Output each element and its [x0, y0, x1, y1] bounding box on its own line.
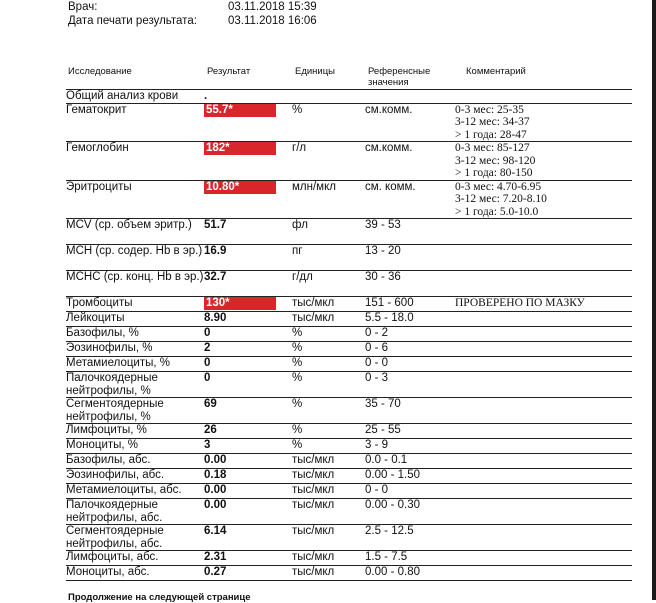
header-reference	[368, 66, 430, 88]
table-row	[66, 484, 632, 499]
units-cell: тыс/мкл	[292, 297, 365, 312]
result-cell	[204, 103, 292, 142]
units-cell	[292, 90, 365, 103]
comment-line: 0-3 мес: 4.70-6.95	[455, 180, 542, 193]
reference-cell: 2.5 - 12.5	[365, 525, 455, 551]
comment-line: ПРОВЕРЕНО ПО МАЗКУ	[455, 297, 585, 309]
units-cell: %	[292, 372, 365, 398]
test-name-cell: Моноциты, абс.	[66, 566, 204, 581]
table-row	[66, 469, 632, 484]
result-cell: 0	[204, 372, 292, 398]
units-cell: тыс/мкл	[292, 551, 365, 566]
table-row	[66, 103, 632, 142]
test-name-cell: Сегментоядерные нейтрофилы, абс.	[66, 525, 204, 551]
result-cell: .	[204, 90, 292, 103]
reference-cell: 0.00 - 0.80	[365, 566, 455, 581]
units-cell: тыс/мкл	[292, 484, 365, 499]
comment-cell	[455, 551, 632, 566]
result-cell: 8.90	[204, 312, 292, 327]
reference-cell: 0 - 0	[365, 357, 455, 372]
comment-line: > 1 года: 80-150	[455, 167, 533, 179]
units-cell: тыс/мкл	[292, 312, 365, 327]
comment-cell	[455, 90, 632, 103]
comment-line: 0-3 мес: 85-127	[455, 142, 530, 154]
units-cell: %	[292, 327, 365, 342]
result-cell: 0.00	[204, 454, 292, 469]
print-date-label: Дата печати результата:	[68, 15, 197, 27]
print-date-value: 03.11.2018 16:06	[228, 15, 317, 27]
reference-cell: 0.00 - 0.30	[365, 499, 455, 525]
doctor-row	[68, 1, 317, 13]
units-cell: %	[292, 357, 365, 372]
table-row	[66, 454, 632, 469]
result-cell: 0.18	[204, 469, 292, 484]
test-name-cell: MCHC (ср. конц. Hb в эр.)	[66, 271, 204, 297]
reference-cell: 0.00 - 1.50	[365, 469, 455, 484]
test-name-cell: Эритроциты	[66, 180, 204, 219]
comment-cell	[455, 454, 632, 469]
table-row	[66, 312, 632, 327]
result-cell: 69	[204, 398, 292, 424]
result-cell: 0.00	[204, 484, 292, 499]
results-table-body	[66, 90, 632, 581]
test-name-cell: MCH (ср. содер. Hb в эр.)	[66, 245, 204, 271]
table-row	[66, 439, 632, 454]
units-cell: %	[292, 398, 365, 424]
table-row	[66, 424, 632, 439]
header-units: Единицы	[295, 66, 336, 77]
comment-cell	[455, 219, 632, 245]
comment-cell	[455, 271, 632, 297]
table-row	[66, 271, 632, 297]
test-name-cell: Общий анализ крови	[66, 90, 204, 103]
header-test: Исследование	[68, 66, 132, 77]
table-row	[66, 180, 632, 219]
test-name-cell: MCV (ср. объем эритр.)	[66, 219, 204, 245]
comment-cell	[455, 180, 632, 219]
comment-cell	[455, 566, 632, 581]
table-row	[66, 327, 632, 342]
result-cell: 0	[204, 357, 292, 372]
reference-cell: 0 - 0	[365, 484, 455, 499]
test-name-cell: Палочкоядерные нейтрофилы, %	[66, 372, 204, 398]
result-cell	[204, 297, 292, 312]
comment-line: 0-3 мес: 25-35	[455, 103, 524, 116]
test-name-cell: Эозинофилы, абс.	[66, 469, 204, 484]
comment-cell	[455, 297, 632, 312]
test-name-cell: Лимфоциты, %	[66, 424, 204, 439]
reference-cell: 35 - 70	[365, 398, 455, 424]
comment-line: 3-12 мес: 34-37	[455, 116, 530, 128]
reference-cell: 3 - 9	[365, 439, 455, 454]
reference-cell: 13 - 20	[365, 245, 455, 271]
comment-line: 3-12 мес: 7.20-8.10	[455, 193, 547, 205]
comment-line: > 1 года: 5.0-10.0	[455, 205, 539, 218]
table-row	[66, 245, 632, 271]
results-table	[66, 90, 632, 581]
test-name-cell: Моноциты, %	[66, 439, 204, 454]
reference-cell: 0 - 2	[365, 327, 455, 342]
page-edge-shadow	[652, 0, 656, 600]
reference-cell: 30 - 36	[365, 271, 455, 297]
test-name-cell: Гемоглобин	[66, 142, 204, 181]
test-name-cell: Базофилы, абс.	[66, 454, 204, 469]
test-name-cell: Лимфоциты, абс.	[66, 551, 204, 566]
table-row	[66, 219, 632, 245]
result-cell: 6.14	[204, 525, 292, 551]
result-cell: 26	[204, 424, 292, 439]
reference-cell: 0 - 6	[365, 342, 455, 357]
table-row	[66, 398, 632, 424]
doctor-value: 03.11.2018 15:39	[228, 1, 317, 13]
result-cell: 0	[204, 327, 292, 342]
comment-cell	[455, 484, 632, 499]
table-row	[66, 342, 632, 357]
units-cell: %	[292, 424, 365, 439]
reference-cell: см.комм.	[365, 142, 455, 181]
continued-note: Продолжение на следующей странице	[68, 592, 251, 603]
result-cell: 51.7	[204, 219, 292, 245]
test-name-cell: Тромбоциты	[66, 297, 204, 312]
comment-cell	[455, 424, 632, 439]
units-cell: тыс/мкл	[292, 525, 365, 551]
units-cell: тыс/мкл	[292, 499, 365, 525]
reference-cell: 0 - 3	[365, 372, 455, 398]
header-reference-line2: значения	[368, 77, 409, 88]
comment-cell	[455, 499, 632, 525]
header-reference-line1: Референсные	[368, 66, 431, 77]
comment-cell	[455, 525, 632, 551]
units-cell: г/дл	[292, 271, 365, 297]
table-row	[66, 142, 632, 181]
reference-cell: 5.5 - 18.0	[365, 312, 455, 327]
header-comment: Комментарий	[466, 66, 526, 77]
test-name-cell: Сегментоядерные нейтрофилы, %	[66, 398, 204, 424]
test-name-cell: Палочкоядерные нейтрофилы, абс.	[66, 499, 204, 525]
reference-cell	[365, 90, 455, 103]
header-result: Результат	[207, 66, 251, 77]
table-row	[66, 525, 632, 551]
reference-cell: см. комм.	[365, 180, 455, 219]
doctor-label: Врач:	[68, 1, 98, 13]
table-row	[66, 297, 632, 312]
result-cell	[204, 142, 292, 181]
test-name-cell: Лейкоциты	[66, 312, 204, 327]
reference-cell: 0.0 - 0.1	[365, 454, 455, 469]
comment-line: 3-12 мес: 98-120	[455, 154, 536, 167]
table-row	[66, 499, 632, 525]
test-name-cell: Базофилы, %	[66, 327, 204, 342]
test-name-cell: Эозинофилы, %	[66, 342, 204, 357]
result-cell: 32.7	[204, 271, 292, 297]
units-cell: тыс/мкл	[292, 454, 365, 469]
table-row	[66, 372, 632, 398]
reference-cell: 151 - 600	[365, 297, 455, 312]
abnormal-result-flag: 55.7*	[204, 104, 276, 117]
comment-cell	[455, 103, 632, 142]
units-cell: фл	[292, 219, 365, 245]
units-cell: пг	[292, 245, 365, 271]
result-cell: 2	[204, 342, 292, 357]
units-cell: %	[292, 342, 365, 357]
table-row	[66, 566, 632, 581]
reference-cell: 1.5 - 7.5	[365, 551, 455, 566]
result-cell: 16.9	[204, 245, 292, 271]
abnormal-result-flag: 130*	[204, 297, 276, 310]
result-cell: 2.31	[204, 551, 292, 566]
comment-cell	[455, 342, 632, 357]
units-cell: г/л	[292, 142, 365, 181]
comment-cell	[455, 312, 632, 327]
comment-cell	[455, 327, 632, 342]
comment-cell	[455, 142, 632, 181]
test-name-cell: Метамиелоциты, %	[66, 357, 204, 372]
comment-cell	[455, 357, 632, 372]
comment-line: > 1 года: 28-47	[455, 128, 527, 141]
reference-cell: 25 - 55	[365, 424, 455, 439]
print-date-row	[68, 15, 317, 27]
units-cell: тыс/мкл	[292, 469, 365, 484]
comment-cell	[455, 245, 632, 271]
table-row	[66, 90, 632, 103]
abnormal-result-flag: 10.80*	[204, 181, 276, 194]
test-name-cell: Гематокрит	[66, 103, 204, 142]
result-cell: 3	[204, 439, 292, 454]
abnormal-result-flag: 182*	[204, 142, 276, 155]
comment-cell	[455, 439, 632, 454]
comment-cell	[455, 398, 632, 424]
reference-cell: см.комм.	[365, 103, 455, 142]
comment-cell	[455, 372, 632, 398]
reference-cell: 39 - 53	[365, 219, 455, 245]
result-cell	[204, 180, 292, 219]
test-name-cell: Метамиелоциты, абс.	[66, 484, 204, 499]
table-row	[66, 551, 632, 566]
result-cell: 0.27	[204, 566, 292, 581]
result-cell: 0.00	[204, 499, 292, 525]
units-cell: %	[292, 103, 365, 142]
table-row	[66, 357, 632, 372]
units-cell: млн/мкл	[292, 180, 365, 219]
comment-cell	[455, 469, 632, 484]
units-cell: тыс/мкл	[292, 566, 365, 581]
units-cell: %	[292, 439, 365, 454]
